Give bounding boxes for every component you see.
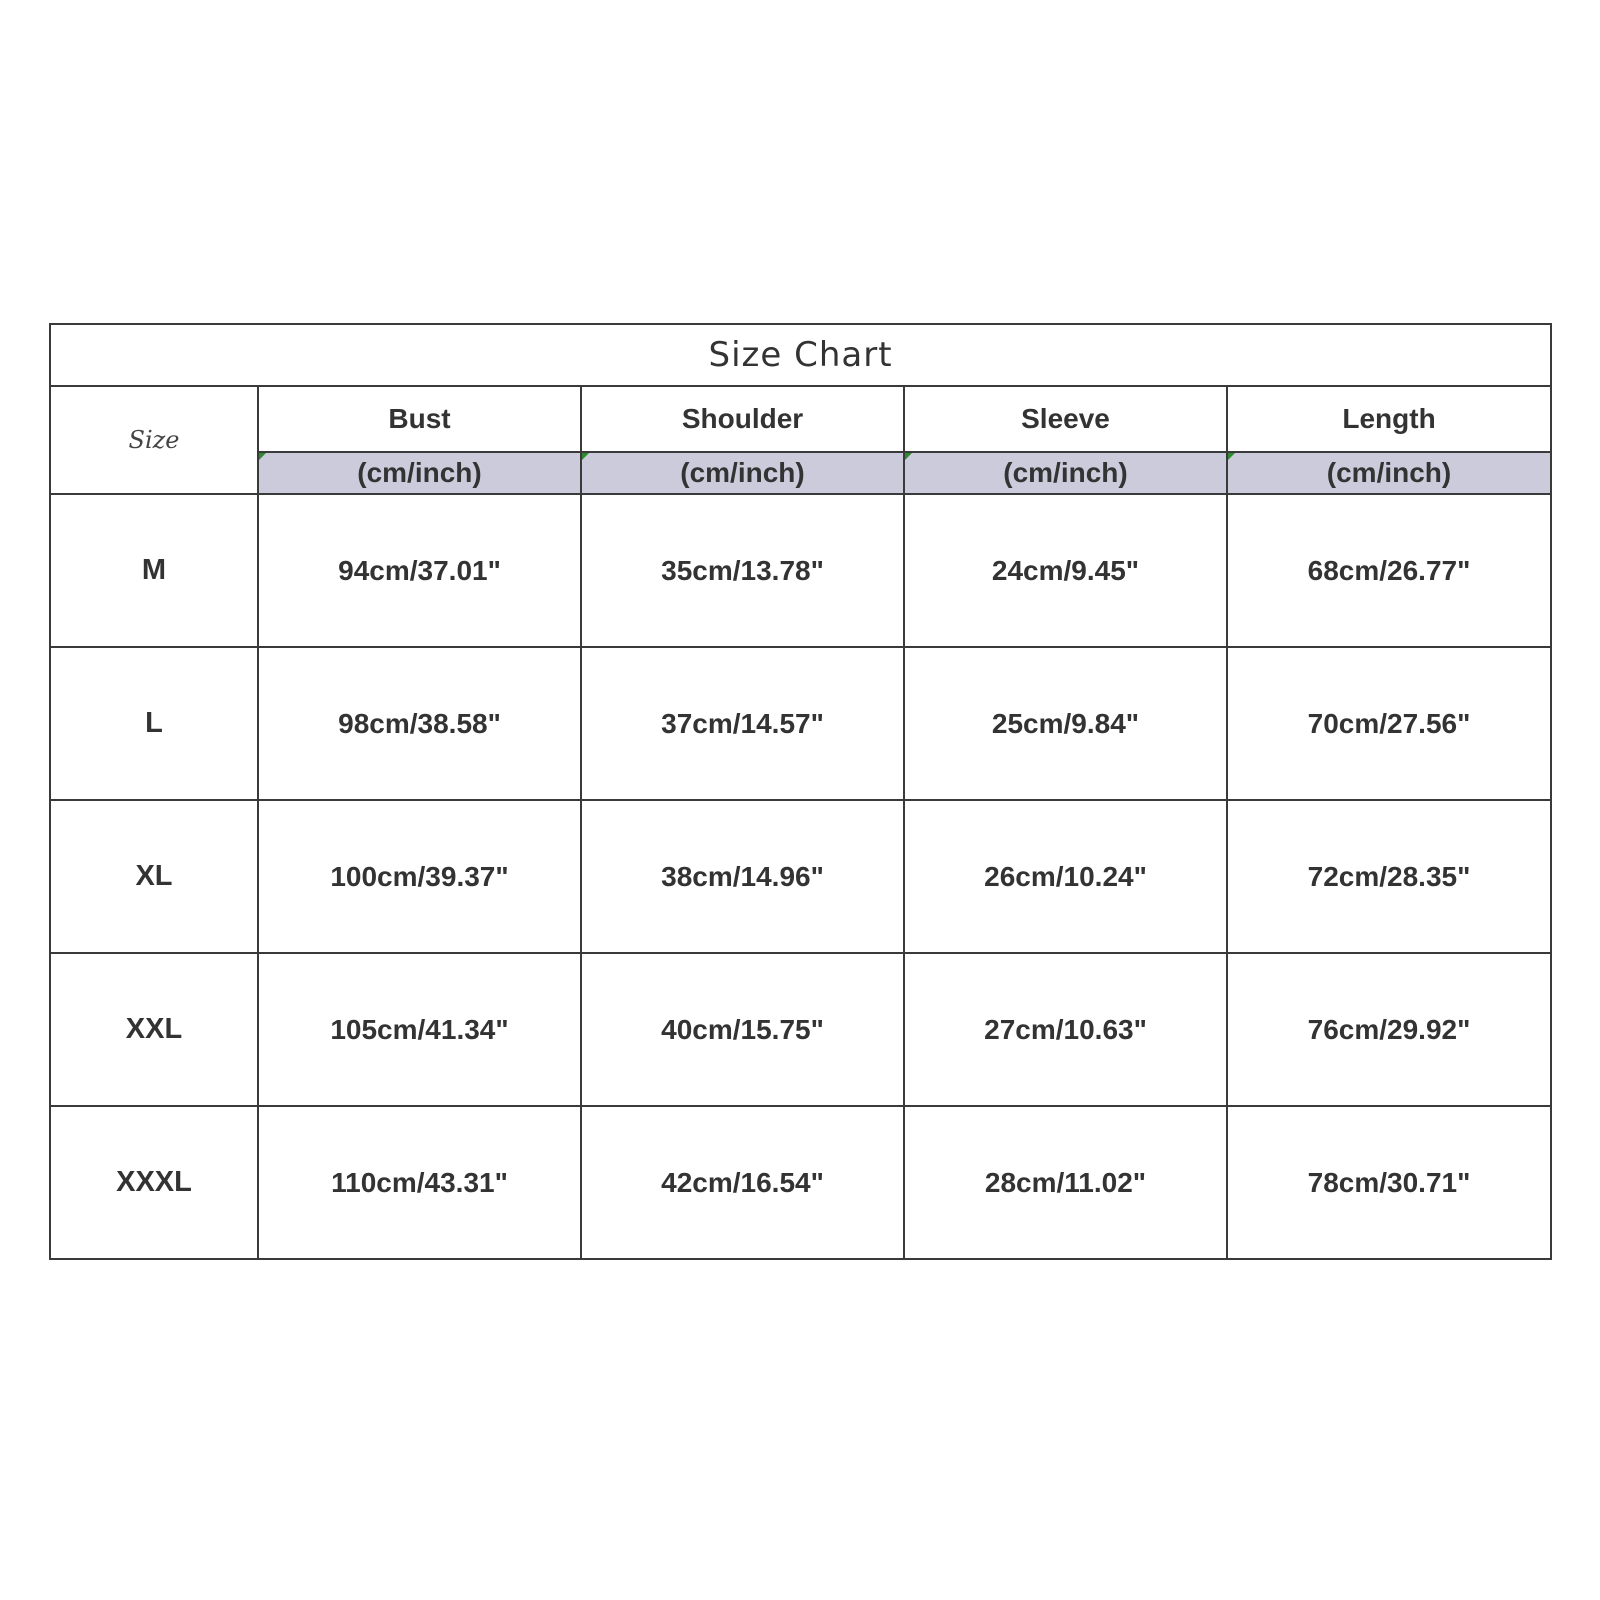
unit-row bbox=[50, 452, 1551, 494]
corner-marker bbox=[1228, 453, 1235, 460]
column-header-sleeve: Sleeve bbox=[904, 386, 1227, 452]
chart-title: Size Chart bbox=[50, 324, 1551, 386]
cell-bust: 98cm/38.58" bbox=[258, 647, 581, 800]
corner-marker bbox=[582, 453, 589, 460]
cell-sleeve: 25cm/9.84" bbox=[904, 647, 1227, 800]
column-header-shoulder: Shoulder bbox=[581, 386, 904, 452]
cell-sleeve: 27cm/10.63" bbox=[904, 953, 1227, 1106]
cell-sleeve: 26cm/10.24" bbox=[904, 800, 1227, 953]
cell-shoulder: 42cm/16.54" bbox=[581, 1106, 904, 1259]
row-size-label: XXL bbox=[50, 953, 258, 1106]
cell-length: 68cm/26.77" bbox=[1227, 494, 1551, 647]
table-row bbox=[50, 953, 1551, 1106]
unit-text: (cm/inch) bbox=[1326, 457, 1452, 488]
title-row bbox=[50, 324, 1551, 386]
cell-bust: 110cm/43.31" bbox=[258, 1106, 581, 1259]
row-size-label: XXXL bbox=[50, 1106, 258, 1259]
cell-length: 72cm/28.35" bbox=[1227, 800, 1551, 953]
cell-length: 78cm/30.71" bbox=[1227, 1106, 1551, 1259]
cell-bust: 100cm/39.37" bbox=[258, 800, 581, 953]
cell-shoulder: 38cm/14.96" bbox=[581, 800, 904, 953]
cell-shoulder: 40cm/15.75" bbox=[581, 953, 904, 1106]
corner-marker bbox=[905, 453, 912, 460]
cell-bust: 105cm/41.34" bbox=[258, 953, 581, 1106]
table-row bbox=[50, 1106, 1551, 1259]
table-row bbox=[50, 494, 1551, 647]
cell-sleeve: 24cm/9.45" bbox=[904, 494, 1227, 647]
size-column-header: Size bbox=[50, 386, 258, 494]
cell-bust: 94cm/37.01" bbox=[258, 494, 581, 647]
row-size-label: M bbox=[50, 494, 258, 647]
corner-marker bbox=[259, 453, 266, 460]
table-row bbox=[50, 800, 1551, 953]
row-size-label: L bbox=[50, 647, 258, 800]
unit-text: (cm/inch) bbox=[357, 457, 482, 488]
unit-text: (cm/inch) bbox=[1003, 457, 1128, 488]
unit-label-length bbox=[1227, 452, 1551, 494]
unit-label-bust bbox=[258, 452, 581, 494]
size-chart-table bbox=[49, 323, 1552, 1260]
unit-label-sleeve bbox=[904, 452, 1227, 494]
column-header-length: Length bbox=[1227, 386, 1551, 452]
cell-shoulder: 35cm/13.78" bbox=[581, 494, 904, 647]
cell-length: 76cm/29.92" bbox=[1227, 953, 1551, 1106]
column-header-bust: Bust bbox=[258, 386, 581, 452]
unit-text: (cm/inch) bbox=[680, 457, 805, 488]
row-size-label: XL bbox=[50, 800, 258, 953]
table-row bbox=[50, 647, 1551, 800]
cell-length: 70cm/27.56" bbox=[1227, 647, 1551, 800]
cell-sleeve: 28cm/11.02" bbox=[904, 1106, 1227, 1259]
unit-label-shoulder bbox=[581, 452, 904, 494]
column-header-row bbox=[50, 386, 1551, 452]
cell-shoulder: 37cm/14.57" bbox=[581, 647, 904, 800]
